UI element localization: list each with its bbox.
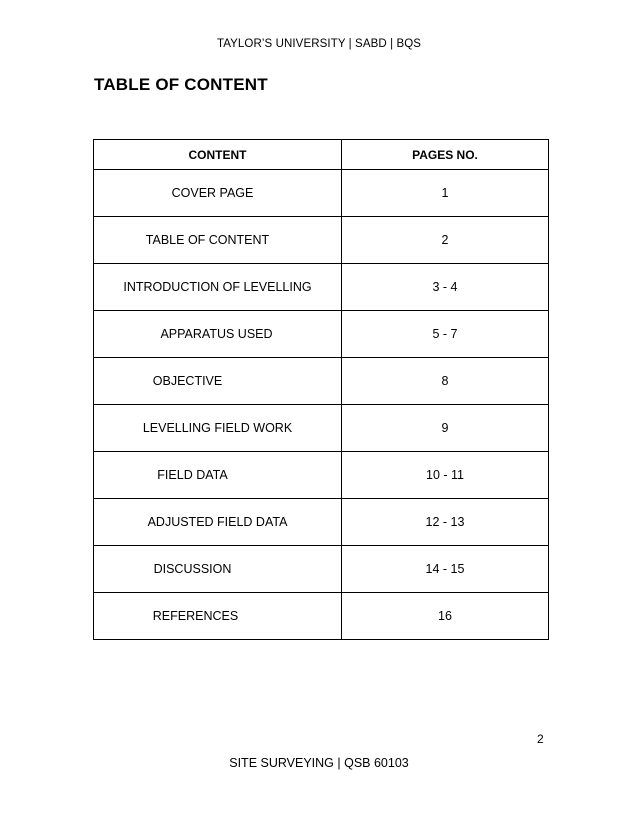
content-cell [94, 593, 342, 640]
table-row [94, 405, 549, 452]
column-header-content: CONTENT [94, 140, 342, 170]
pages-cell: 8 [342, 358, 549, 405]
content-label: OBJECTIVE [152, 374, 223, 388]
table-row [94, 546, 549, 593]
pages-cell: 5 - 7 [342, 311, 549, 358]
pages-cell: 14 - 15 [342, 546, 549, 593]
content-label: DISCUSSION [153, 562, 232, 576]
content-cell [94, 358, 342, 405]
table-row [94, 452, 549, 499]
pages-cell: 9 [342, 405, 549, 452]
table-of-content [93, 139, 549, 640]
pages-cell: 2 [342, 217, 549, 264]
page-number: 2 [537, 732, 544, 746]
content-cell [94, 217, 342, 264]
page-header: TAYLOR’S UNIVERSITY | SABD | BQS [216, 38, 422, 50]
content-label: INTRODUCTION OF LEVELLING [123, 280, 312, 294]
page-footer: SITE SURVEYING | QSB 60103 [229, 756, 409, 770]
pages-cell: 3 - 4 [342, 264, 549, 311]
content-cell [94, 452, 342, 499]
page-title: TABLE OF CONTENT [94, 75, 268, 94]
content-label: APPARATUS USED [160, 327, 273, 341]
table-row [94, 358, 549, 405]
column-header-pages: PAGES NO. [342, 140, 549, 170]
pages-cell: 10 - 11 [342, 452, 549, 499]
content-label: TABLE OF CONTENT [145, 233, 270, 247]
content-cell [94, 499, 342, 546]
table-row [94, 499, 549, 546]
content-cell [94, 311, 342, 358]
content-cell [94, 546, 342, 593]
pages-cell: 12 - 13 [342, 499, 549, 546]
content-cell [94, 405, 342, 452]
content-label: ADJUSTED FIELD DATA [147, 515, 288, 529]
pages-cell: 16 [342, 593, 549, 640]
content-label: LEVELLING FIELD WORK [142, 421, 293, 435]
table-row [94, 264, 549, 311]
content-cell [94, 170, 342, 217]
table-row [94, 593, 549, 640]
table-header-row [94, 140, 549, 170]
content-label: COVER PAGE [171, 186, 254, 200]
content-label: FIELD DATA [157, 468, 228, 482]
table-row [94, 311, 549, 358]
table-row [94, 217, 549, 264]
content-label: REFERENCES [152, 609, 239, 623]
pages-cell: 1 [342, 170, 549, 217]
content-cell [94, 264, 342, 311]
table-row [94, 170, 549, 217]
